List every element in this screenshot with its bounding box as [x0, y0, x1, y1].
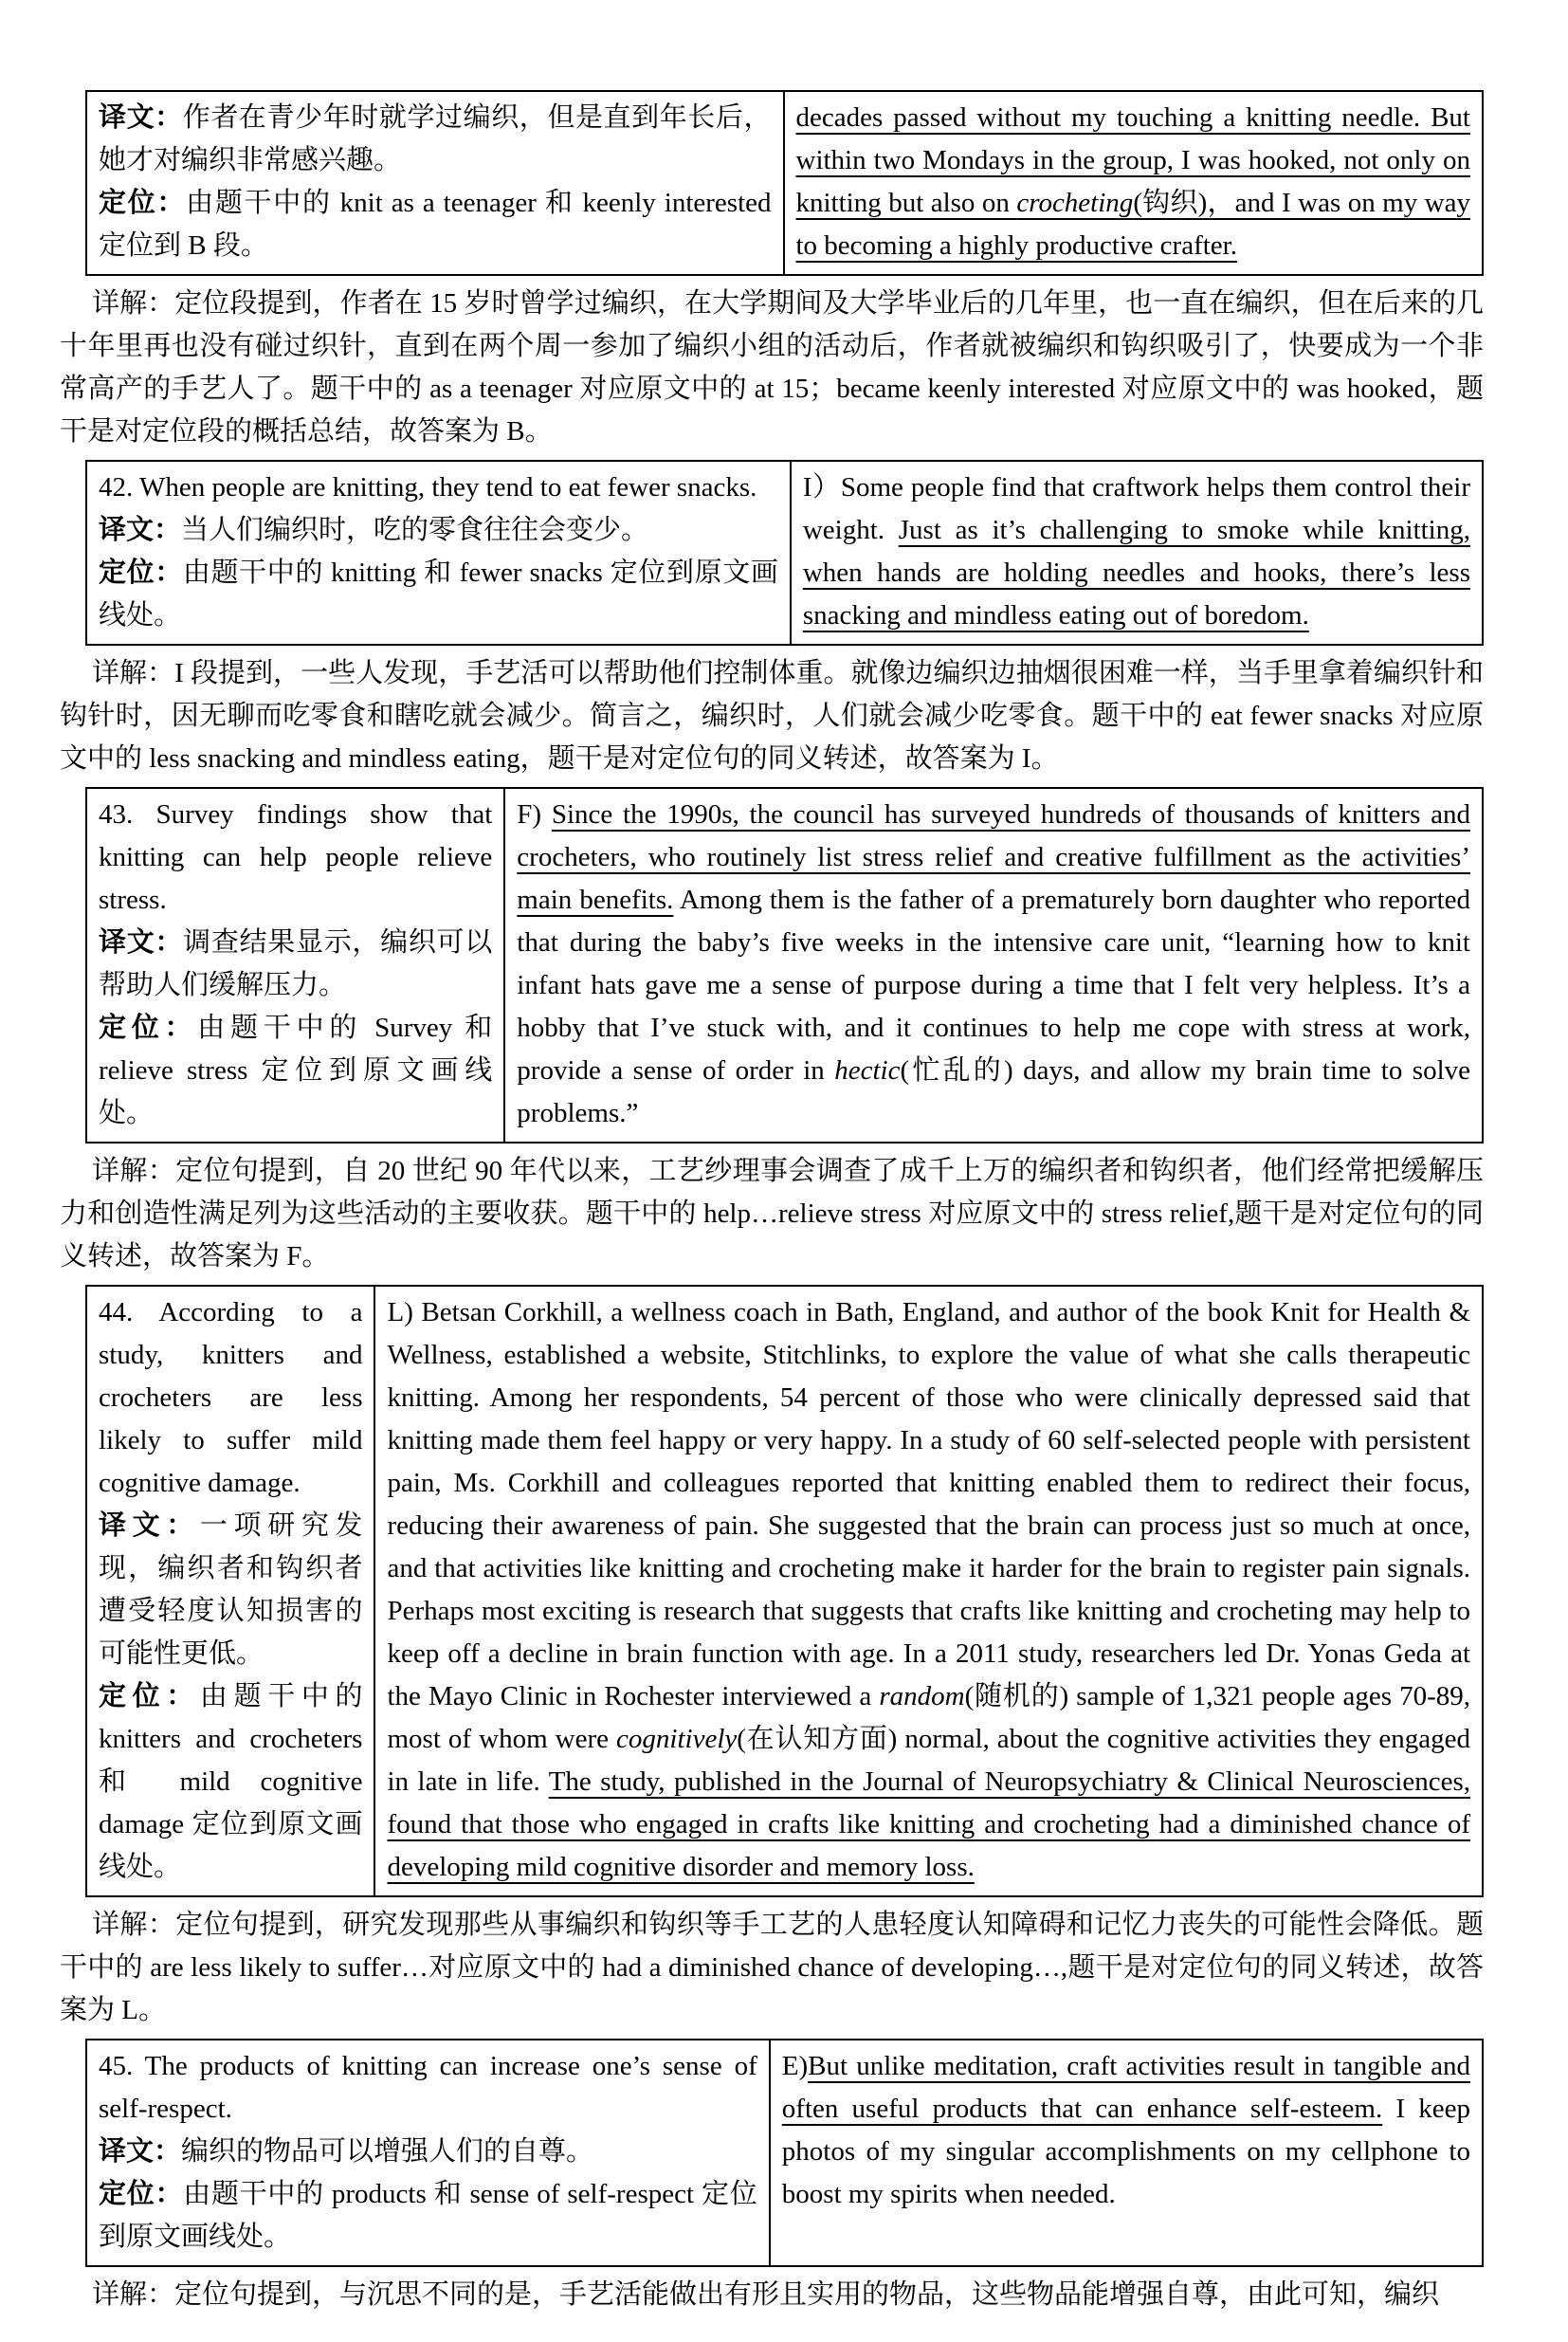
text-paragraph [99, 922, 492, 1007]
passage-cell-41 [785, 92, 1483, 274]
question-cell-44 [87, 1287, 375, 1895]
text-segment: I）Some people find that craftwork helps them control their weight. [802, 472, 1470, 545]
text-segment: (在认知方面) normal, about the cognitive activities they engaged in late in life. [387, 1724, 1470, 1797]
text-segment: E) [781, 2051, 809, 2081]
text-paragraph [99, 1675, 362, 1889]
text-segment: 译文： [99, 1510, 200, 1541]
text-segment: random [879, 1681, 965, 1711]
explanation-paragraph-41 [60, 283, 1484, 453]
text-segment: But unlike meditation, craft activities result in tangible and often useful products that can enhance self-esteem. [781, 2051, 1470, 2124]
question-cell-42 [87, 462, 792, 644]
text-segment: 45. The products of knitting can increase one’s sense of self-respect. [99, 2051, 757, 2124]
text-paragraph [803, 467, 1470, 637]
text-paragraph [99, 552, 778, 637]
text-segment: 一项研究发现，编织者和钩织者遭受轻度认知损害的可能性更低。 [99, 1510, 363, 1669]
text-paragraph [796, 97, 1471, 267]
text-segment: 详解：定位句提到，自 20 世纪 90 年代以来，工艺纱理事会调查了成千上万的编织者和钩织者，他们经常把缓解压力和创造性满足列为这些活动的主要收获。题干中的 help…relieve stress 对应原文中的 stress relief,题干是对定位句的同义转述，故答案为 F。 [60, 1156, 1484, 1272]
text-segment: cognitively [616, 1724, 738, 1754]
text-paragraph [99, 1007, 492, 1135]
text-segment: 当人们编织时，吃的零食往往会变少。 [181, 515, 649, 545]
text-segment: 详解：定位句提到，研究发现那些从事编织和钩织等手工艺的人患轻度认知障碍和记忆力丧失的可能性会降低。题干中的 are less likely to suffer…对应原文中的 had a diminished chance of developing…,题干是对定位句的同义转述，故答案为 L。 [60, 1910, 1484, 2025]
text-paragraph [99, 509, 778, 552]
text-segment: Since the 1990s, the council has surveyed hundreds of thousands of knitters and crocheters, who routinely list stress relief and creative fulfillment as the activities’ main benefits. [517, 799, 1470, 915]
text-paragraph [60, 652, 1484, 780]
answer-table-43 [85, 787, 1484, 1144]
explanation-paragraph-45 [60, 2274, 1484, 2316]
question-cell-43 [87, 789, 505, 1142]
text-paragraph [782, 2045, 1470, 2216]
text-paragraph [60, 1150, 1484, 1278]
text-segment: L) Betsan Corkhill, a wellness coach in Bath, England, and author of the book Knit for Health & Wellness, established a website, Stitchlinks, to explore the value of what she calls therapeutic knitting. Among her respondents, 54 percent of those who were clinically depressed said that knitting made them feel happy or very happy. In a study of 60 self-selected people with persistent pain, Ms. Corkhill and colleagues reported that knitting enabled them to redirect their focus, reducing their awareness of pain. She suggested that the brain can process just so much at once, and that activities like knitting and crocheting make it harder for the brain to register pain signals. Perhaps most exciting is research that suggests that crafts like knitting and crocheting may help to keep off a decline in brain function with age. In a 2011 study, researchers led Dr. Yonas Geda at the Mayo Clinic in Rochester interviewed a [387, 1297, 1470, 1711]
text-segment: 详解：定位段提到，作者在 15 岁时曾学过编织，在大学期间及大学毕业后的几年里，也一直在编织，但在后来的几十年里再也没有碰过织针，直到在两个周一参加了编织小组的活动后，作者就被编织和钩织吸引了，快要成为一个非常高产的手艺人了。题干中的 as a teenager 对应原文中的 at 15；became keenly interested 对应原文中的 was hooked，题干是对定位段的概括总结，故答案为 B。 [60, 288, 1484, 447]
text-segment: 译文： [99, 515, 182, 545]
text-segment: hectic [834, 1055, 901, 1086]
text-segment: (随机的) sample of 1,321 people ages 70-89, most of whom were [387, 1681, 1471, 1754]
text-paragraph [99, 97, 772, 182]
text-segment: 由题干中的 products 和 sense of self-respect 定位到原文画线处。 [99, 2179, 757, 2252]
text-segment: 编织的物品可以增强人们的自尊。 [181, 2136, 594, 2167]
text-segment: 译文： [99, 102, 183, 133]
explanation-paragraph-43 [60, 1150, 1484, 1278]
text-paragraph [60, 1904, 1484, 2032]
text-segment: 由题干中的 knitting 和 fewer snacks 定位到原文画线处。 [99, 558, 778, 631]
passage-cell-45 [771, 2040, 1482, 2265]
question-cell-41 [87, 92, 785, 274]
text-segment: 译文： [99, 2136, 182, 2167]
answer-table-42 [85, 460, 1484, 646]
text-segment: (忙乱的) days, and allow my brain time to solve problems.” [517, 1055, 1470, 1128]
text-segment: 定位： [99, 558, 183, 588]
text-segment: crocheting [1016, 188, 1134, 218]
text-segment: 定位： [99, 2179, 184, 2209]
text-segment: 由题干中的 knit as a teenager 和 keenly interested 定位到 B 段。 [99, 188, 772, 261]
text-segment: decades passed without my touching a knitting needle. But within two Mondays in the group, I was hooked, not only on knitting but also on [795, 102, 1470, 218]
text-paragraph [99, 182, 772, 267]
passage-cell-42 [792, 462, 1482, 644]
text-segment: 详解：I 段提到，一些人发现，手艺活可以帮助他们控制体重。就像边编织边抽烟很困难一样，当手里拿着编织针和钩针时，因无聊而吃零食和瞎吃就会减少。简言之，编织时，人们就会减少吃零食。题干中的 eat fewer snacks 对应原文中的 less snacking and mindless eating，题干是对定位句的同义转述，故答案为 I。 [60, 658, 1484, 774]
text-segment: The study, published in the Journal of Neuropsychiatry & Clinical Neurosciences, found that those who engaged in crafts like knitting and crocheting had a diminished chance of developing mild cognitive disorder and memory loss. [387, 1766, 1471, 1882]
text-segment: 调查结果显示，编织可以帮助人们缓解压力。 [99, 927, 493, 1000]
text-segment: 由题干中的 Survey 和 relieve stress 定位到原文画线处。 [99, 1013, 493, 1128]
text-segment: 作者在青少年时就学过编织，但是直到年长后，她才对编织非常感兴趣。 [99, 102, 772, 175]
passage-cell-43 [505, 789, 1482, 1142]
text-paragraph [99, 2173, 757, 2259]
text-paragraph [99, 2045, 757, 2131]
text-segment: (钩织)，and I was on my way to becoming a highly productive crafter. [795, 188, 1470, 261]
text-paragraph [99, 1505, 362, 1675]
text-segment: Just as it’s challenging to smoke while knitting, when hands are holding needles and hooks, there’s less snacking and mindless eating out of boredom. [802, 515, 1470, 631]
text-segment: 详解：定位句提到，与沉思不同的是，手艺活能做出有形且实用的物品，这些物品能增强自尊，由此可知，编织 [92, 2279, 1440, 2310]
answer-table-45 [85, 2039, 1484, 2267]
text-segment: 译文： [99, 927, 184, 958]
text-segment: 定位： [99, 188, 187, 218]
question-cell-45 [87, 2040, 771, 2265]
text-segment: 42. When people are knitting, they tend to eat fewer snacks. [99, 472, 757, 503]
explanation-paragraph-42 [60, 652, 1484, 780]
text-segment: 由题干中的 knitters and crocheters 和 mild cognitive damage 定位到原文画线处。 [99, 1681, 363, 1882]
text-segment: I keep photos of my singular accomplishments on my cellphone to boost my spirits when needed. [781, 2094, 1471, 2209]
text-paragraph [517, 794, 1470, 1135]
text-paragraph [387, 1291, 1470, 1889]
text-paragraph [60, 283, 1484, 453]
passage-cell-44 [375, 1287, 1482, 1895]
text-segment: 定位： [99, 1681, 200, 1711]
text-segment: Among them is the father of a prematurely born daughter who reported that during the baby’s five weeks in the intensive care unit, “learning how to knit infant hats gave me a sense of purpose during a time that I felt very helpless. It’s a hobby that I’ve stuck with, and it continues to help me cope with stress at work, provide a sense of order in [517, 885, 1470, 1086]
text-paragraph [60, 2274, 1484, 2316]
explanation-paragraph-44 [60, 1904, 1484, 2032]
answer-table-41 [85, 90, 1484, 276]
text-segment: 43. Survey findings show that knitting can help people relieve stress. [99, 799, 493, 915]
text-paragraph [99, 2131, 757, 2173]
text-segment: 44. According to a study, knitters and crocheters are less likely to suffer mild cognitive damage. [99, 1297, 363, 1498]
text-segment: 定位： [99, 1013, 198, 1043]
text-paragraph [99, 467, 778, 509]
text-paragraph [99, 794, 492, 922]
answer-table-44 [85, 1285, 1484, 1897]
text-segment: F) [517, 799, 552, 830]
text-paragraph [99, 1291, 362, 1505]
